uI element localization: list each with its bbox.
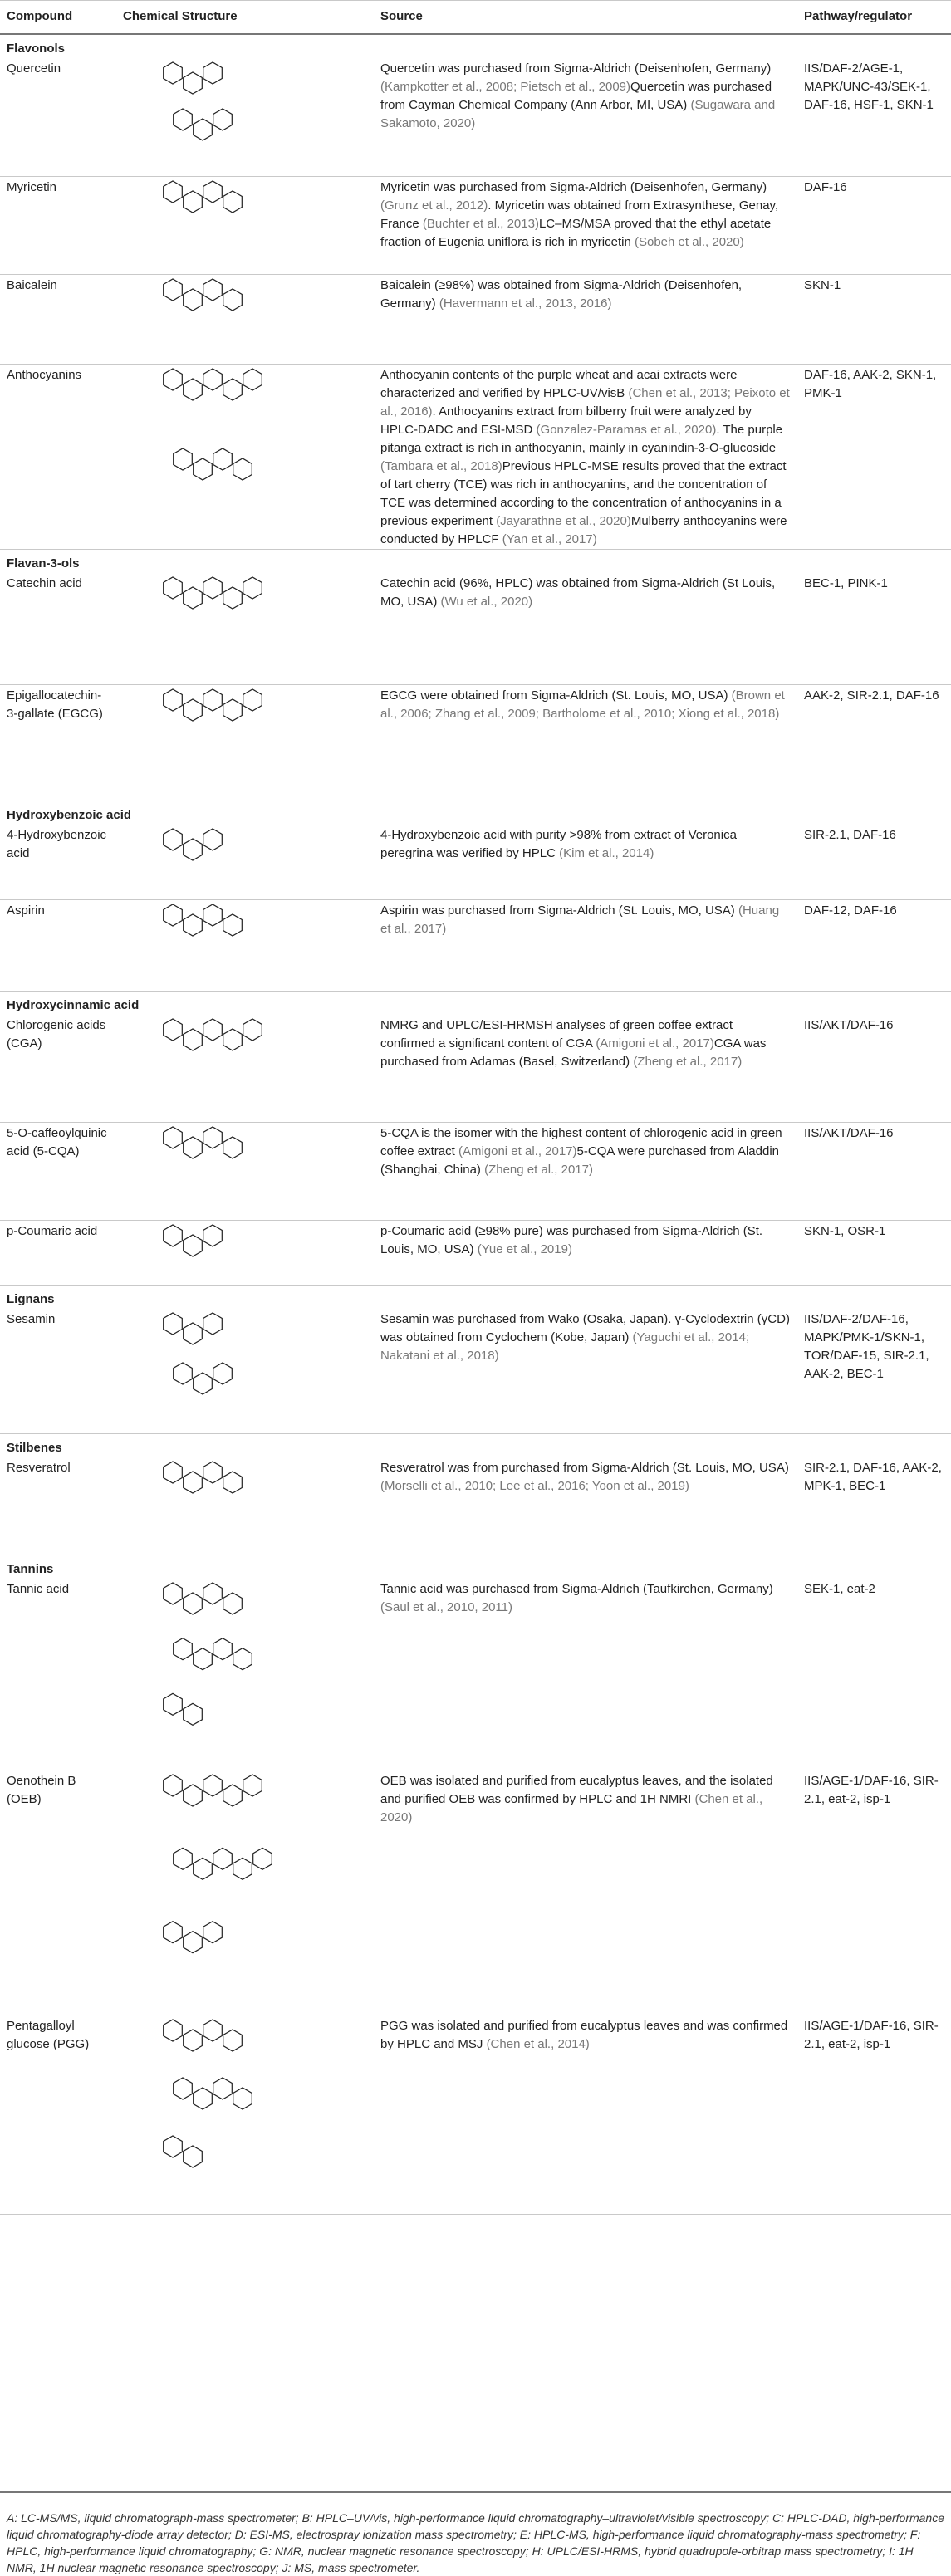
chemical-structure — [116, 274, 374, 364]
citation[interactable]: (Chen et al., 2014) — [486, 2036, 590, 2051]
citation[interactable]: (Zheng et al., 2017) — [633, 1054, 743, 1069]
chemical-structure-drawing — [123, 1309, 364, 1425]
citation[interactable]: (Brown et al., 2006; Zhang et al., 2009; Bartholome et al., 2010; Xiong et al., 2018) — [380, 688, 785, 721]
source-sentence: Baicalein (≥98%) was obtained from Sigma-Aldrich (Deisenhofen, Germany) — [380, 277, 743, 311]
source-text — [374, 573, 797, 685]
category-label: Flavan-3-ols — [0, 549, 951, 573]
table-row — [0, 685, 951, 801]
source-text — [374, 2015, 797, 2214]
compound-name: Resveratrol — [0, 1457, 116, 1555]
citation[interactable]: (Sugawara and Sakamoto, 2020) — [380, 98, 776, 130]
source-text — [374, 1015, 797, 1123]
header-source: Source — [374, 1, 797, 35]
source-sentence: LC–MS/MSA proved that the ethyl acetate fraction of Eugenia uniflora is rich in myricetin — [380, 216, 772, 249]
source-sentence: EGCG were obtained from Sigma-Aldrich (St. Louis, MO, USA) — [380, 688, 732, 703]
header-compound: Compound — [0, 1, 116, 35]
source-sentence: NMRG and UPLC/ESI-HRMSH analyses of green coffee extract confirmed a significant content of CGA — [380, 1017, 733, 1050]
citation[interactable]: (Morselli et al., 2010; Lee et al., 2016; Yoon et al., 2019) — [380, 1478, 689, 1493]
source-text — [374, 825, 797, 899]
category-label: Flavonols — [0, 34, 951, 58]
pathway-regulator: BEC-1, PINK-1 — [797, 573, 951, 685]
citation[interactable]: (Yue et al., 2019) — [477, 1242, 572, 1256]
citation[interactable]: (Buchter et al., 2013) — [422, 216, 539, 231]
chemical-structure-drawing — [123, 1015, 364, 1114]
chemical-structure — [116, 1770, 374, 2015]
source-sentence: Resveratrol was from purchased from Sigma-Aldrich (St. Louis, MO, USA) — [380, 1460, 789, 1475]
category-row — [0, 549, 951, 573]
source-text — [374, 274, 797, 364]
source-sentence: 4-Hydroxybenzoic acid with purity >98% from extract of Veronica peregrina was verified by HPLC — [380, 828, 737, 860]
pathway-regulator: SIR-2.1, DAF-16, AAK-2, MPK-1, BEC-1 — [797, 1457, 951, 1555]
source-sentence: Catechin acid (96%, HPLC) was obtained from Sigma-Aldrich (St Louis, MO, USA) — [380, 575, 776, 609]
source-sentence: . The purple pitanga extract is rich in anthocyanin, mainly in cyanindin-3-O-glucoside — [380, 422, 783, 455]
source-sentence: Quercetin was purchased from Sigma-Aldrich (Deisenhofen, Germany) — [380, 61, 772, 76]
chemical-structure — [116, 1015, 374, 1123]
pathway-regulator: DAF-16, AAK-2, SKN-1, PMK-1 — [797, 364, 951, 549]
chemical-structure-drawing — [123, 58, 364, 168]
category-row — [0, 1286, 951, 1310]
citation[interactable]: (Zheng et al., 2017) — [484, 1163, 593, 1177]
source-text — [374, 1457, 797, 1555]
source-sentence: Sesamin was purchased from Wako (Osaka, Japan). γ-Cyclodextrin (γCD) was obtained from Cyclochem (Kobe, Japan) — [380, 1312, 790, 1344]
table-row — [0, 1457, 951, 1555]
chemical-structure — [116, 1221, 374, 1286]
source-text — [374, 176, 797, 274]
category-label: Hydroxybenzoic acid — [0, 801, 951, 825]
table-row — [0, 899, 951, 991]
citation[interactable]: (Grunz et al., 2012) — [380, 198, 488, 213]
source-sentence: 5-CQA is the isomer with the highest content of chlorogenic acid in green coffee extract — [380, 1126, 782, 1158]
chemical-structure-drawing — [123, 1123, 364, 1212]
chemical-structure — [116, 176, 374, 274]
compound-name: p-Coumaric acid — [0, 1221, 116, 1286]
chemical-structure-drawing — [123, 573, 364, 677]
chemical-structure-drawing — [123, 177, 364, 267]
pathway-regulator: DAF-16 — [797, 176, 951, 274]
pathway-regulator: IIS/AKT/DAF-16 — [797, 1015, 951, 1123]
table-header — [0, 1, 951, 35]
source-sentence: 5-CQA were purchased from Aladdin (Shanghai, China) — [380, 1144, 779, 1177]
source-sentence: Aspirin was purchased from Sigma-Aldrich (St. Louis, MO, USA) — [380, 903, 738, 918]
source-text — [374, 1770, 797, 2015]
table-row — [0, 1123, 951, 1221]
citation[interactable]: (Sobeh et al., 2020) — [634, 234, 744, 249]
chemical-structure — [116, 364, 374, 549]
source-text — [374, 364, 797, 549]
source-sentence: Mulberry anthocyanins were conducted by HPLCF — [380, 513, 787, 546]
citation[interactable]: (Amigoni et al., 2017) — [596, 1036, 714, 1050]
table-row — [0, 274, 951, 364]
source-sentence: Quercetin was purchased from Cayman Chemical Company (Ann Arbor, MI, USA) — [380, 80, 772, 112]
category-label: Tannins — [0, 1555, 951, 1579]
chemical-structure-drawing — [123, 275, 364, 356]
source-sentence: CGA was purchased from Adamas (Basel, Switzerland) — [380, 1036, 767, 1069]
compound-name: Oenothein B (OEB) — [0, 1770, 116, 2015]
table-row — [0, 58, 951, 176]
citation[interactable]: (Kampkotter et al., 2008; Pietsch et al., 2009) — [380, 80, 630, 94]
chemical-structure — [116, 899, 374, 991]
table-row — [0, 1579, 951, 1770]
table-row — [0, 176, 951, 274]
pathway-regulator: DAF-12, DAF-16 — [797, 899, 951, 991]
chemical-structure — [116, 58, 374, 176]
pathway-regulator: AAK-2, SIR-2.1, DAF-16 — [797, 685, 951, 801]
citation[interactable]: (Huang et al., 2017) — [380, 903, 780, 936]
chemical-structure-drawing — [123, 1579, 364, 1761]
compound-name: Chlorogenic acids (CGA) — [0, 1015, 116, 1123]
chemical-structure-drawing — [123, 685, 364, 793]
citation[interactable]: (Havermann et al., 2013, 2016) — [439, 296, 612, 311]
header-structure: Chemical Structure — [116, 1, 374, 35]
source-sentence: Anthocyanin contents of the purple wheat and acai extracts were characterized and verified by HPLC-UV/visB — [380, 367, 738, 400]
citation[interactable]: (Chen et al., 2013; Peixoto et al., 2016) — [380, 385, 790, 419]
chemical-structure — [116, 2015, 374, 2214]
chemical-structure — [116, 825, 374, 899]
source-sentence: Tannic acid was purchased from Sigma-Aldrich (Taufkirchen, Germany) — [380, 1582, 773, 1596]
chemical-structure — [116, 1457, 374, 1555]
chemical-structure — [116, 685, 374, 801]
citation[interactable]: (Kim et al., 2014) — [559, 846, 654, 860]
source-sentence: p-Coumaric acid (≥98% pure) was purchased from Sigma-Aldrich (St. Louis, MO, USA) — [380, 1224, 763, 1256]
table-row — [0, 1309, 951, 1433]
chemical-structure-drawing — [123, 1770, 364, 2007]
citation[interactable]: (Saul et al., 2010, 2011) — [380, 1600, 512, 1614]
table-row — [0, 1221, 951, 1286]
source-text — [374, 1123, 797, 1221]
compound-name: 4-Hydroxybenzoic acid — [0, 825, 116, 899]
citation[interactable]: (Yan et al., 2017) — [502, 531, 597, 546]
category-row — [0, 1433, 951, 1457]
compound-name: Sesamin — [0, 1309, 116, 1433]
table-row — [0, 825, 951, 899]
pathway-regulator: IIS/DAF-2/DAF-16, MAPK/PMK-1/SKN-1, TOR/DAF-15, SIR-2.1, AAK-2, BEC-1 — [797, 1309, 951, 1433]
chemical-structure — [116, 573, 374, 685]
source-sentence: Myricetin was purchased from Sigma-Aldrich (Deisenhofen, Germany) — [380, 179, 767, 194]
chemical-structure-drawing — [123, 1221, 364, 1277]
source-text — [374, 685, 797, 801]
category-row — [0, 801, 951, 825]
category-row — [0, 1555, 951, 1579]
chemical-structure-drawing — [123, 2015, 364, 2206]
pathway-regulator: IIS/AKT/DAF-16 — [797, 1123, 951, 1221]
chemical-structure-drawing — [123, 825, 364, 891]
compound-name: Tannic acid — [0, 1579, 116, 1770]
chemical-structure — [116, 1309, 374, 1433]
source-sentence: . Myricetin was obtained from Extrasynthese, Genay, France — [380, 198, 779, 231]
category-label: Stilbenes — [0, 1433, 951, 1457]
compound-name: Baicalein — [0, 274, 116, 364]
pathway-regulator: SKN-1 — [797, 274, 951, 364]
citation[interactable]: (Yaguchi et al., 2014; Nakatani et al., 2018) — [380, 1330, 750, 1363]
compound-name: Catechin acid — [0, 573, 116, 685]
table-row — [0, 573, 951, 685]
compound-name: 5-O-caffeoylquinic acid (5-CQA) — [0, 1123, 116, 1221]
compound-name: Epigallocatechin-3-gallate (EGCG) — [0, 685, 116, 801]
chemical-structure — [116, 1579, 374, 1770]
source-text — [374, 1579, 797, 1770]
chemical-structure — [116, 1123, 374, 1221]
pathway-regulator: SKN-1, OSR-1 — [797, 1221, 951, 1286]
source-text — [374, 1309, 797, 1433]
citation[interactable]: (Amigoni et al., 2017) — [458, 1144, 577, 1158]
chemical-structure-drawing — [123, 900, 364, 983]
chemical-structure-drawing — [123, 1457, 364, 1547]
category-row — [0, 991, 951, 1015]
category-row — [0, 34, 951, 58]
source-sentence: OEB was isolated and purified from eucalyptus leaves, and the isolated and purified OEB was confirmed by HPLC and 1H NMRI — [380, 1773, 773, 1806]
source-sentence: Previous HPLC-MSE results proved that the extract of tart cherry (TCE) was rich in anthocyanins, and the concentration of TCE was determined according to the concentration of anthocyanins in a previous experiment — [380, 458, 787, 528]
citation[interactable]: (Jayarathne et al., 2020) — [496, 513, 631, 528]
pathway-regulator: IIS/DAF-2/AGE-1, MAPK/UNC-43/SEK-1, DAF-16, HSF-1, SKN-1 — [797, 58, 951, 176]
citation[interactable]: (Chen et al., 2020) — [380, 1791, 763, 1824]
pathway-regulator: SEK-1, eat-2 — [797, 1579, 951, 1770]
pathway-regulator: IIS/AGE-1/DAF-16, SIR-2.1, eat-2, isp-1 — [797, 2015, 951, 2214]
source-sentence: PGG was isolated and purified from eucalyptus leaves and was confirmed by HPLC and MSJ — [380, 2018, 788, 2051]
header-pathway: Pathway/regulator — [797, 1, 951, 35]
source-text — [374, 58, 797, 176]
table-footnote: A: LC-MS/MS, liquid chromatograph-mass spectrometer; B: HPLC–UV/vis, high-performance liquid chromatography–ultraviolet/visible spectroscopy; C: HPLC-DAD, high-performance liquid chromatography-diode array detector; D: ESI-MS, electrospray ionization mass spectrometry; E: HPLC-MS, high-performance liquid chromatography-mass spectrometry; F: HPLC, high-performance liquid chromatography; G: NMR, nuclear magnetic resonance spectroscopy; H: UPLC/ESI-HRMS, hybrid quadrupole-orbitrap mass spectrometry; I: 1H NMR, 1H nuclear magnetic resonance spectroscopy; J: MS, mass spectrometer. — [0, 2491, 951, 2576]
table-row — [0, 1015, 951, 1123]
pathway-regulator: SIR-2.1, DAF-16 — [797, 825, 951, 899]
compound-name: Pentagalloyl glucose (PGG) — [0, 2015, 116, 2214]
chemical-structure-drawing — [123, 365, 364, 541]
pathway-regulator: IIS/AGE-1/DAF-16, SIR-2.1, eat-2, isp-1 — [797, 1770, 951, 2015]
table-row — [0, 1770, 951, 2015]
compound-name: Anthocyanins — [0, 364, 116, 549]
citation[interactable]: (Wu et al., 2020) — [440, 594, 533, 609]
compound-name: Aspirin — [0, 899, 116, 991]
table-row — [0, 364, 951, 549]
category-label: Hydroxycinnamic acid — [0, 991, 951, 1015]
category-label: Lignans — [0, 1286, 951, 1310]
source-text — [374, 1221, 797, 1286]
source-sentence: . Anthocyanins extract from bilberry fruit were analyzed by HPLC-DADC and ESI-MSD — [380, 404, 752, 437]
citation[interactable]: (Tambara et al., 2018) — [380, 458, 502, 473]
citation[interactable]: (Gonzalez-Paramas et al., 2020) — [536, 422, 717, 437]
table-row — [0, 2015, 951, 2214]
source-text — [374, 899, 797, 991]
compound-name: Quercetin — [0, 58, 116, 176]
compound-name: Myricetin — [0, 176, 116, 274]
